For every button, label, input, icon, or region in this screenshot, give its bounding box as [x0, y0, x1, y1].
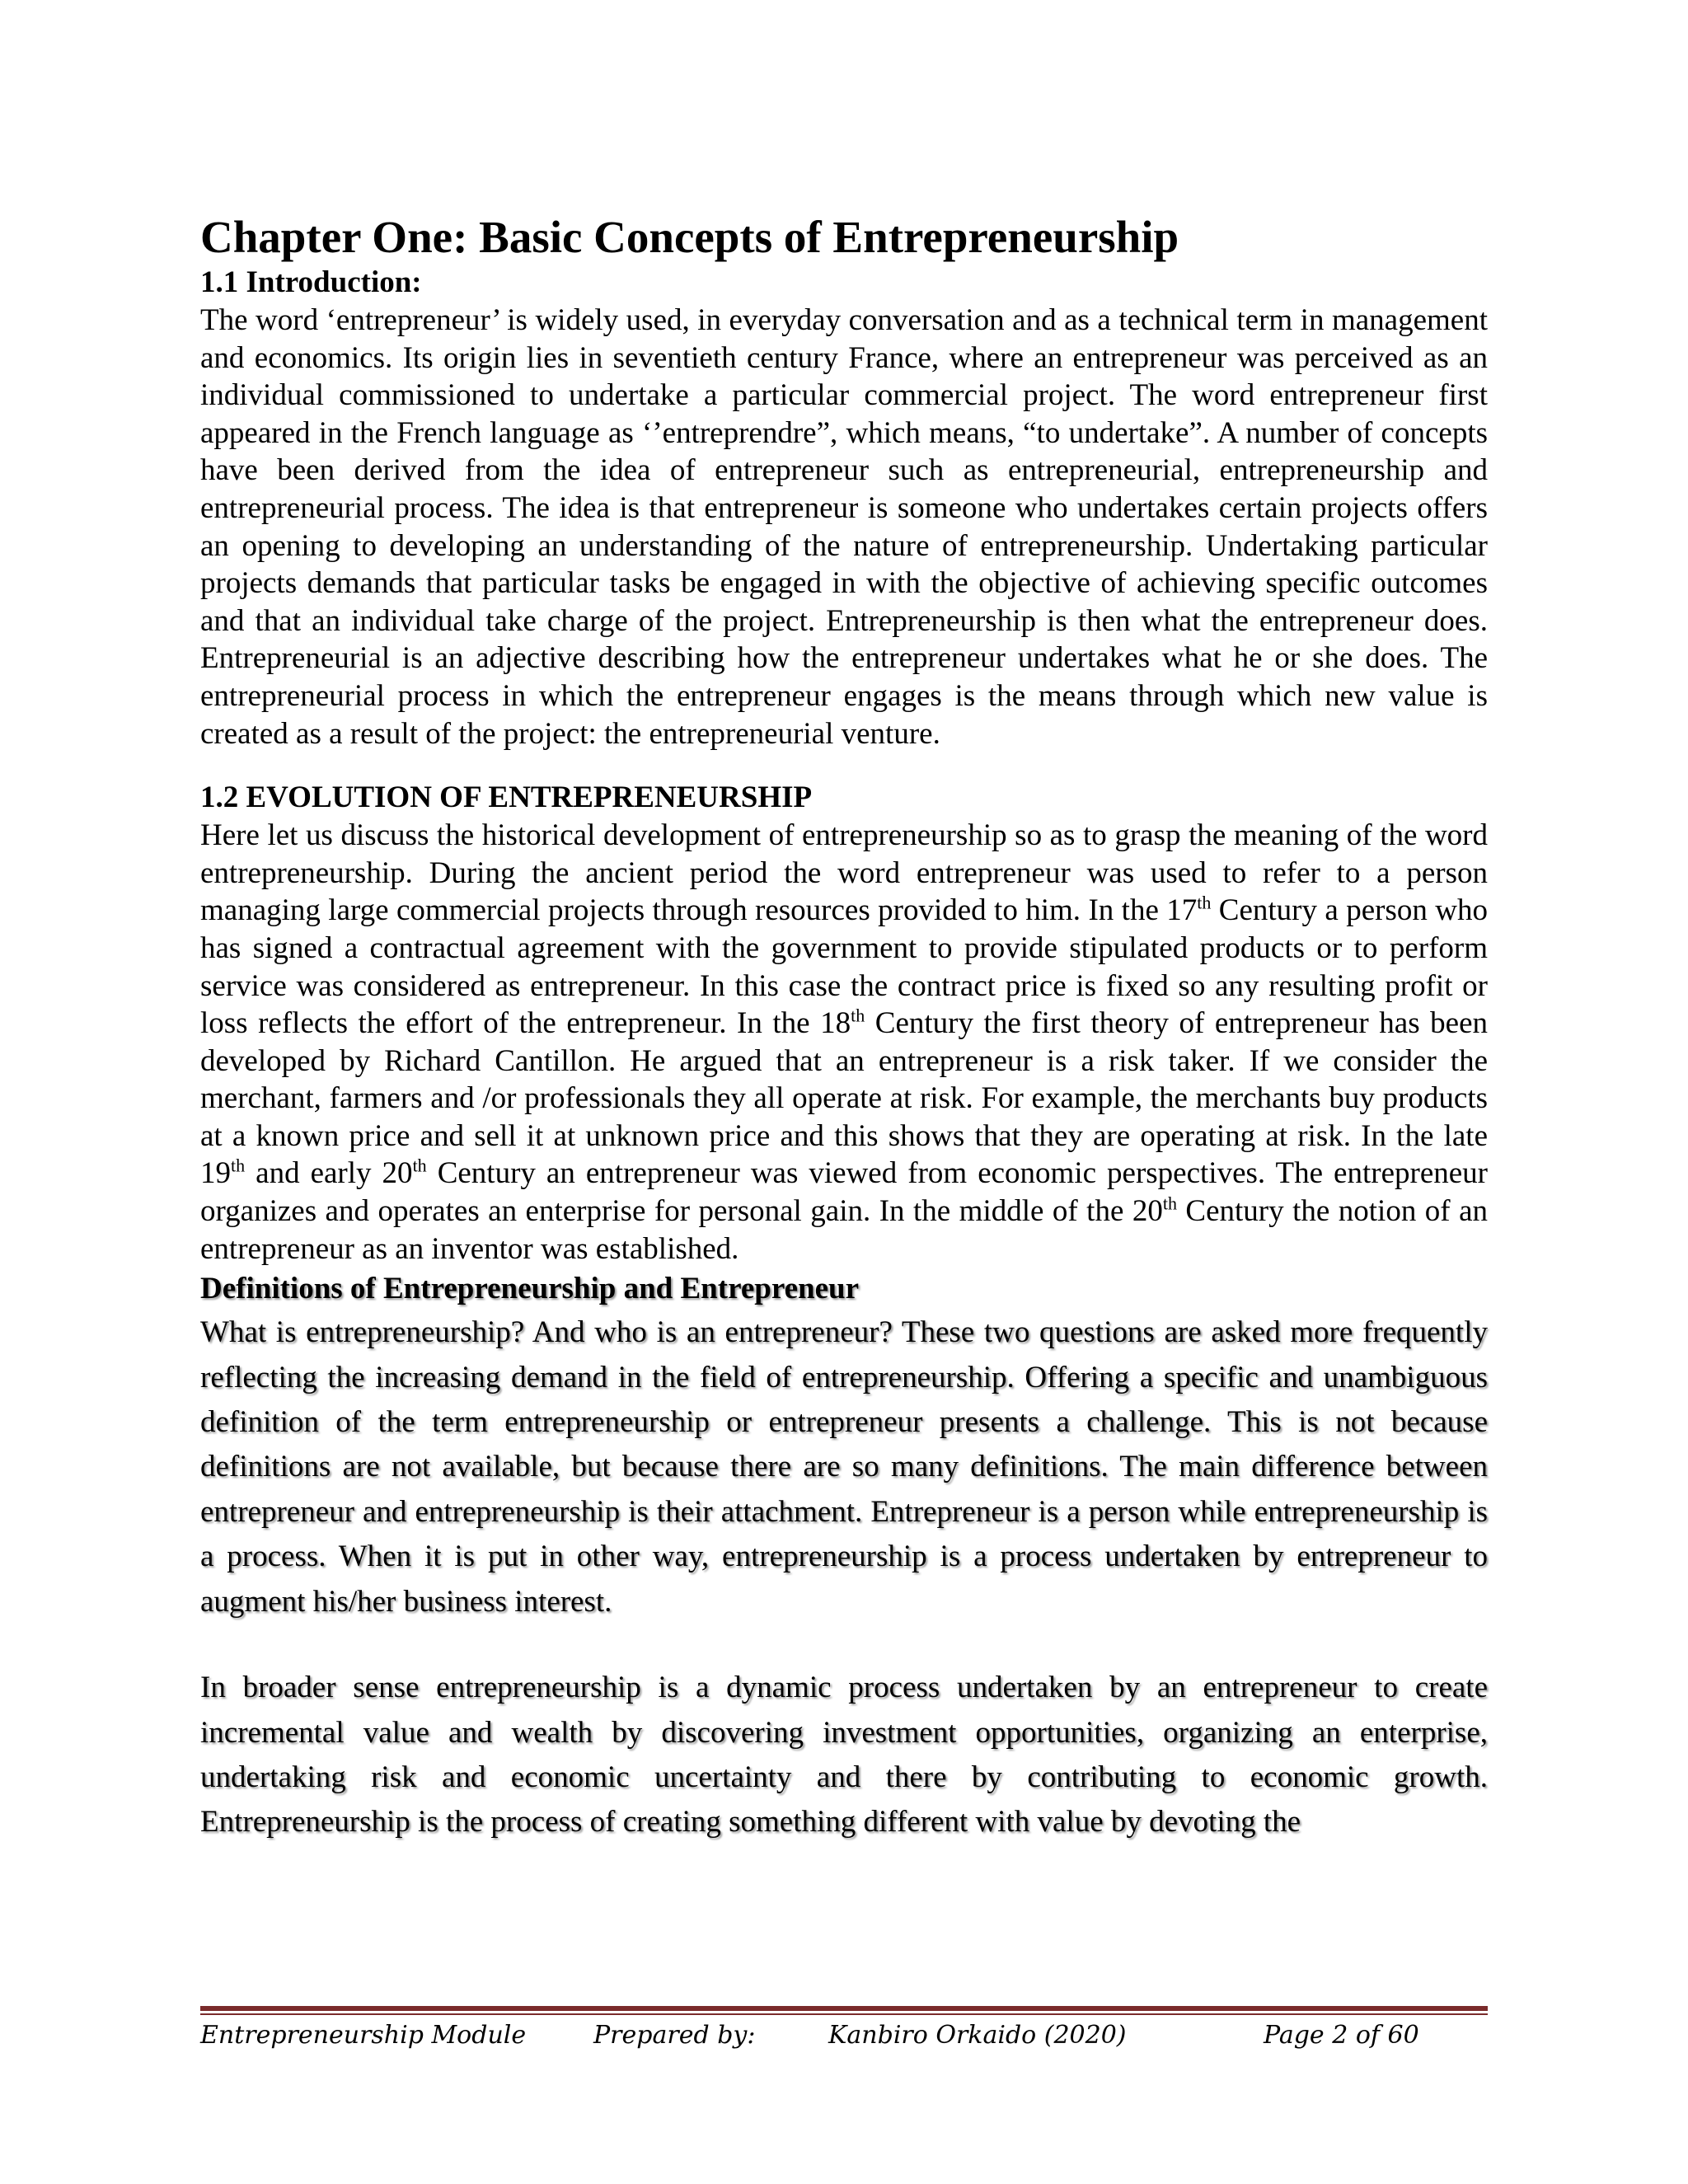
evolution-text-2: Century a person who has signed a contractual agreement with the government to provide stipulated products or to perform service was considered as entrepreneur. In this case the contract price is fixed so any resulting profit or loss reflects the effort of the entrepreneur. In the 18: [200, 893, 1488, 1041]
superscript-th: th: [1197, 892, 1212, 913]
footer-module-name: Entrepreneurship Module: [200, 2021, 527, 2050]
evolution-text-3: Century the first theory of entrepreneur has been developed by Richard Cantillon. He argued that an entrepreneur is a risk taker. If we consider the merchant, farmers and /or professionals they all operate at risk. For example, the merchants buy products at a known price and sell it at unknown price and this shows that they are operating at risk. In the late 19: [200, 1006, 1488, 1191]
superscript-th: th: [851, 1005, 865, 1026]
evolution-text-5: Century an entrepreneur was viewed from economic perspectives. The entrepreneur organizes and operates an enterprise for personal gain. In the middle of the 20: [200, 1156, 1488, 1229]
evolution-text-4: and early 20: [245, 1156, 413, 1191]
section-heading-evolution: 1.2 EVOLUTION OF ENTREPRENEURSHIP: [200, 780, 813, 815]
evolution-paragraph: [200, 817, 1488, 1268]
definitions-paragraph-1: What is entrepreneurship? And who is an entrepreneur? These two questions are asked more frequently reflecting the increasing demand in the field of entrepreneurship. Offering a specific and unambiguous definition of the term entrepreneurship or entrepreneur presents a challenge. This is not because definitions are not available, but because there are so many definitions. The main difference between entrepreneur and entrepreneurship is their attachment. Entrepreneur is a person while entrepreneurship is a process. When it is put in other way, entrepreneurship is a process undertaken by entrepreneur to augment his/her business interest.: [200, 1315, 1488, 1619]
footer-prepared-by: Prepared by:: [593, 2021, 756, 2050]
section-heading-definitions: Definitions of Entrepreneurship and Entrepreneur: [200, 1272, 860, 1306]
footer-rule-thick: [200, 2006, 1488, 2011]
evolution-text-1: Here let us discuss the historical development of entrepreneurship so as to grasp the meaning of the word entrepreneurship. During the ancient period the word entrepreneur was used to refer to a person managing large commercial projects through resources provided to him. In the 17: [200, 818, 1488, 928]
superscript-th: th: [231, 1155, 246, 1177]
section-heading-introduction: 1.1 Introduction:: [200, 265, 422, 299]
footer-author: Kanbiro Orkaido (2020): [828, 2021, 1127, 2050]
evolution-text-6: Century the notion of an entrepreneur as an inventor was established.: [200, 1194, 1488, 1266]
page-content: [200, 211, 1488, 1845]
superscript-th: th: [1162, 1193, 1177, 1214]
superscript-th: th: [412, 1155, 427, 1177]
chapter-title: Chapter One: Basic Concepts of Entrepreneurship: [200, 212, 1179, 262]
footer-rule-thin: [200, 2013, 1488, 2015]
definitions-paragraph-2: In broader sense entrepreneurship is a dynamic process undertaken by an entrepreneur to create incremental value and wealth by discovering investment opportunities, organizing an enterprise, undertaking risk and economic uncertainty and there by contributing to economic growth. Entrepreneurship is the process of creating something different with value by devoting the: [200, 1671, 1488, 1840]
introduction-paragraph: The word ‘entrepreneur’ is widely used, in everyday conversation and as a technical term in management and economics. Its origin lies in seventieth century France, where an entrepreneur was perceived as an individual commissioned to undertake a particular commercial project. The word entrepreneur first appeared in the French language as ‘’entreprendre”, which means, “to undertake”. A number of concepts have been derived from the idea of entrepreneur such as entrepreneurial, entrepreneurship and entrepreneurial process. The idea is that entrepreneur is someone who undertakes certain projects offers an opening to developing an understanding of the nature of entrepreneurship. Undertaking particular projects demands that particular tasks be engaged in with the objective of achieving specific outcomes and that an individual take charge of the project. Entrepreneurship is then what the entrepreneur does. Entrepreneurial is an adjective describing how the entrepreneur undertakes what he or she does. The entrepreneurial process in which the entrepreneur engages is the means through which new value is created as a result of the project: the entrepreneurial venture.: [200, 303, 1488, 751]
page-footer: [200, 2018, 1488, 2054]
footer-page-number: Page 2 of 60: [1264, 2021, 1419, 2050]
